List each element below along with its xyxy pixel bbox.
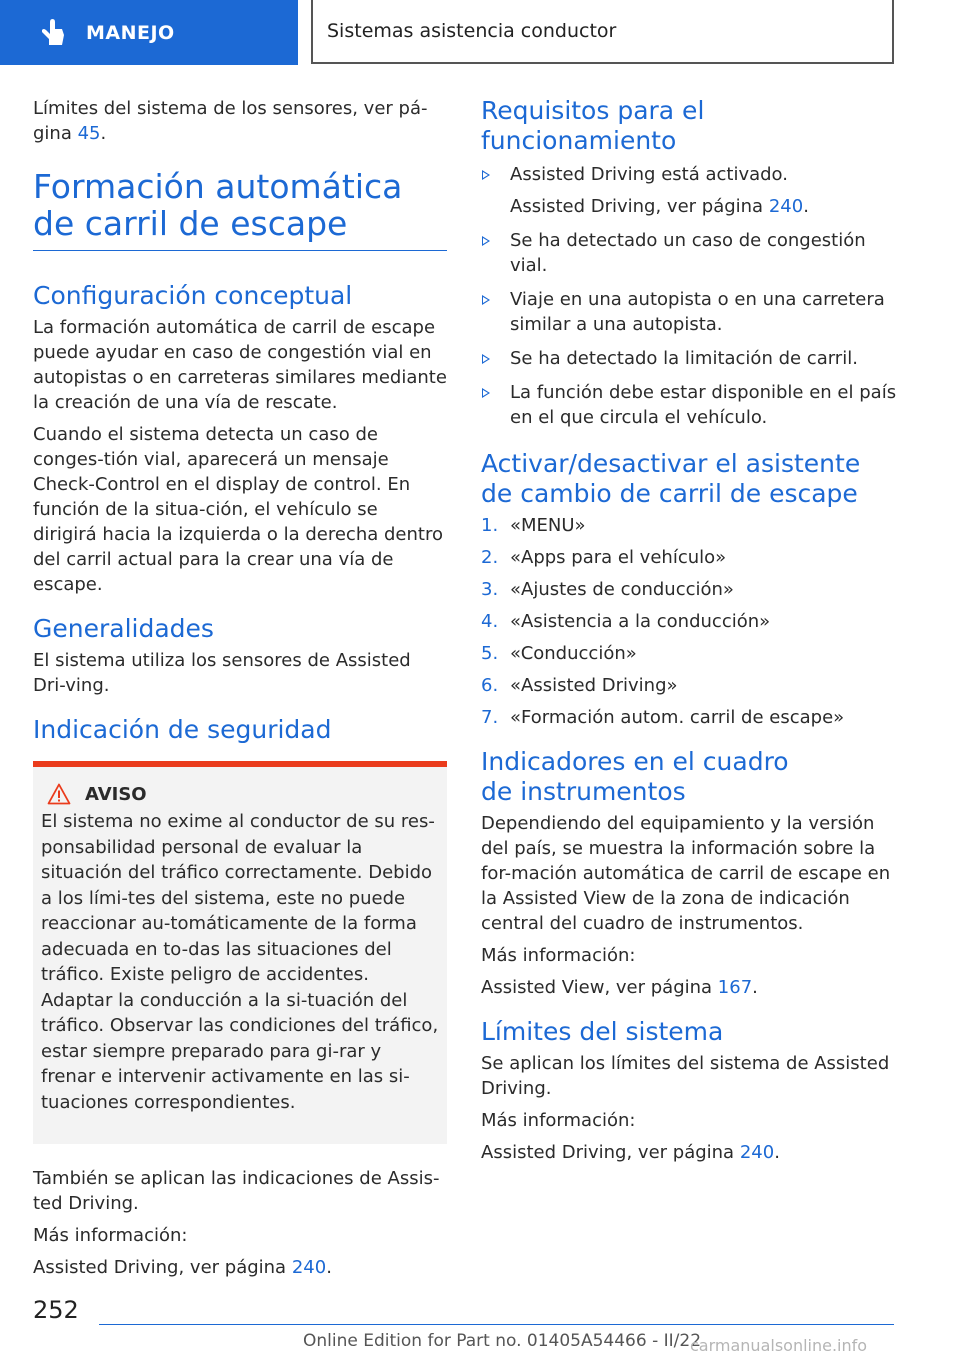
heading-limites: Límites del sistema — [481, 1017, 724, 1046]
list-item: 4. «Asistencia a la conducción» — [481, 611, 771, 632]
paragraph: Cuando el sistema detecta un caso de conges-tión vial, aparecerá un mensaje Check-Control en el display de control. En función de la situa-ción, el vehículo se dirigirá hacia la izquierda o la derecha dentro del carril actual para la crear una vía de escape. — [33, 424, 443, 595]
paragraph: Assisted Driving, ver página 240. — [481, 1142, 780, 1163]
warning-box — [33, 767, 447, 1144]
title-divider — [33, 250, 447, 251]
page-link[interactable]: 240 — [291, 1257, 327, 1278]
requirements-list — [481, 162, 899, 430]
section-tab — [0, 0, 298, 65]
right-column — [481, 96, 899, 1172]
bullet-triangle-icon — [482, 354, 490, 364]
list-item: 1. «MENU» — [481, 515, 586, 536]
bullet-triangle-icon — [482, 170, 490, 180]
list-item: Se ha detectado la limitación de carril. — [481, 346, 899, 371]
bullet-triangle-icon — [482, 295, 490, 305]
heading-indicadores: Indicadores en el cuadro de instrumentos — [481, 747, 789, 806]
paragraph: Dependiendo del equipamiento y la versión del país, se muestra la información sobre la for-mación automática de carril de escape en la Assisted View de la zona de indicación central del cuadro de instrumentos. — [481, 813, 891, 934]
heading-activar: Activar/desactivar el asistente de cambio de carril de escape — [481, 449, 861, 508]
heading-requisitos: Requisitos para el funcionamiento — [481, 96, 705, 155]
list-item: Viaje en una autopista o en una carretera similar a una autopista. — [481, 287, 899, 337]
list-item: 5. «Conducción» — [481, 643, 637, 664]
page-link[interactable]: 240 — [768, 196, 804, 217]
page-link[interactable]: 167 — [717, 977, 753, 998]
list-item: 3. «Ajustes de conducción» — [481, 579, 734, 600]
page-title: Formación automática de carril de escape — [33, 167, 403, 243]
intro-paragraph: Límites del sistema de los sensores, ver pá-gina 45. — [33, 98, 428, 144]
page-link[interactable]: 45 — [77, 123, 101, 144]
paragraph: Más información: — [33, 1225, 188, 1246]
edition-text: Online Edition for Part no. 01405A54466 - II/22 — [303, 1331, 702, 1351]
warning-label: AVISO — [85, 783, 147, 805]
list-item: Se ha detectado un caso de congestión vial. — [481, 228, 899, 278]
bullet-triangle-icon — [482, 388, 490, 398]
page-number: 252 — [33, 1296, 79, 1324]
warning-text: El sistema no exime al conductor de su res-ponsabilidad personal de evaluar la situación del tráfico correctamente. Debido a los lími-tes del sistema, este no puede reaccionar au-tomáticamente de la forma adecuada en to-das las situaciones del tráfico. Existe peligro de accidentes. Adaptar la conducción a la si-tuación del tráfico. Observar las condiciones del tráfico, estar siempre preparado para gi-rar y frenar e intervenir activamente en las si-tuaciones correspondientes. — [41, 811, 439, 1113]
paragraph: La formación automática de carril de escape puede ayudar en caso de congestión vial en autopistas o en carreteras similares mediante la creación de una vía de rescate. — [33, 317, 447, 413]
chapter-title: Sistemas asistencia conductor — [311, 0, 894, 64]
warning-header — [41, 783, 439, 805]
list-item: La función debe estar disponible en el país en el que circula el vehículo. — [481, 380, 899, 430]
watermark: carmanualsonline.info — [690, 1336, 868, 1355]
list-item: 2. «Apps para el vehículo» — [481, 547, 727, 568]
heading-configuracion: Configuración conceptual — [33, 281, 353, 310]
paragraph: Assisted View, ver página 167. — [481, 977, 758, 998]
heading-generalidades: Generalidades — [33, 614, 214, 643]
heading-seguridad: Indicación de seguridad — [33, 715, 332, 744]
list-item: 6. «Assisted Driving» — [481, 675, 678, 696]
list-item: 7. «Formación autom. carril de escape» — [481, 707, 845, 728]
paragraph: Se aplican los límites del sistema de Assisted Driving. — [481, 1053, 890, 1099]
paragraph: También se aplican las indicaciones de Assis-ted Driving. — [33, 1168, 440, 1214]
bullet-triangle-icon — [482, 236, 490, 246]
section-label: MANEJO — [86, 21, 175, 44]
footer-divider — [99, 1324, 894, 1325]
warning-triangle-icon — [47, 783, 71, 805]
left-column — [33, 96, 447, 1287]
page-link[interactable]: 240 — [739, 1142, 775, 1163]
steps-list — [481, 513, 899, 730]
steering-hand-icon — [38, 18, 68, 48]
paragraph: Más información: — [481, 945, 636, 966]
paragraph: Assisted Driving, ver página 240. — [33, 1257, 332, 1278]
paragraph: Más información: — [481, 1110, 636, 1131]
list-item: Assisted Driving está activado. Assisted Driving, ver página 240. — [481, 162, 899, 219]
paragraph: El sistema utiliza los sensores de Assisted Dri-ving. — [33, 650, 411, 696]
